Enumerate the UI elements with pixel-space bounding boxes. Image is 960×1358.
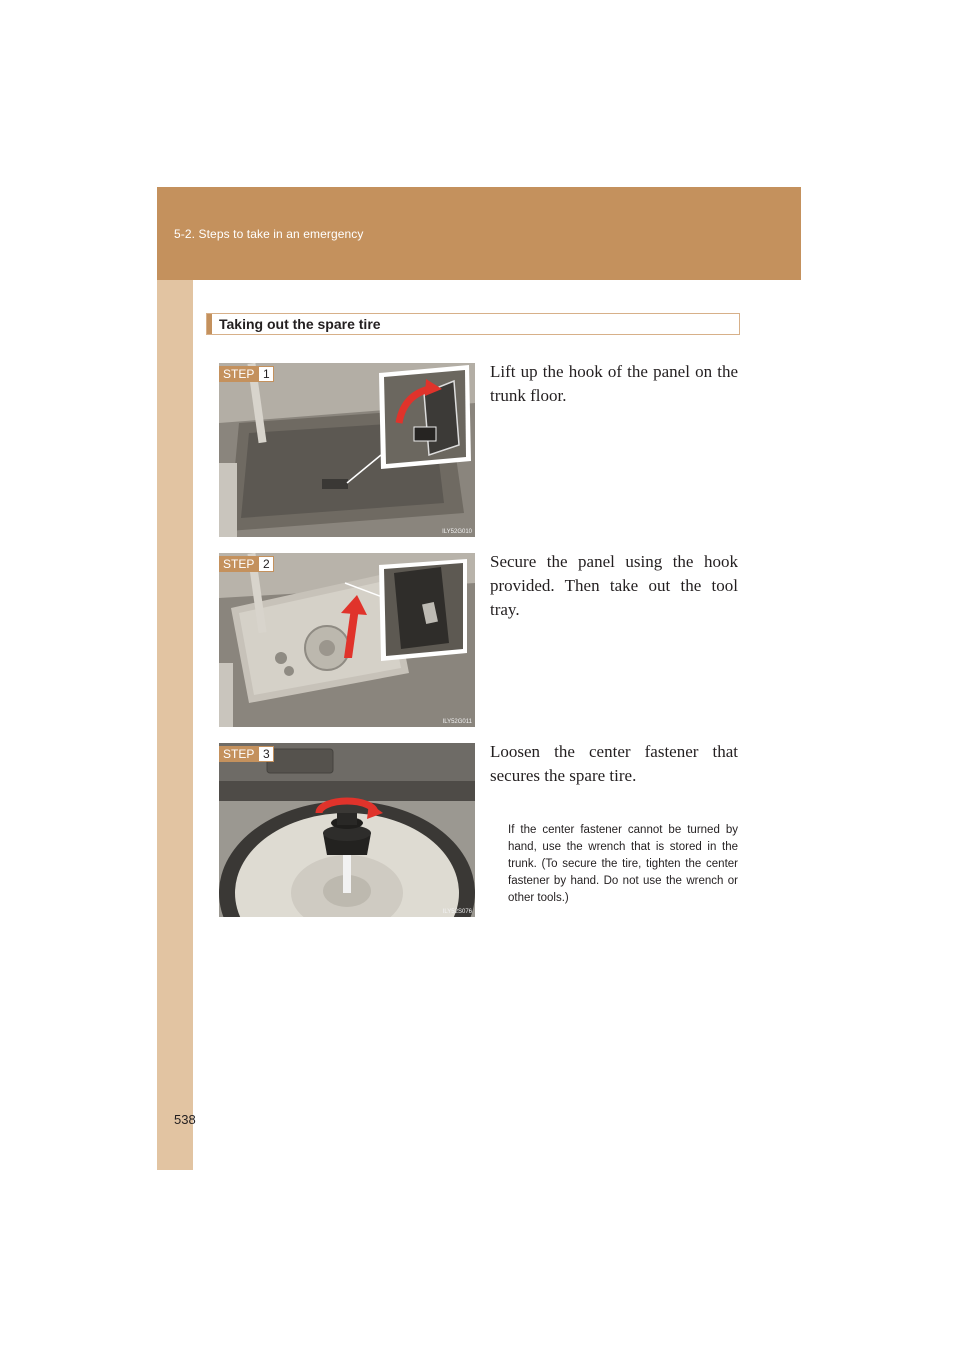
step-1-badge bbox=[219, 366, 274, 382]
step-number: 1 bbox=[258, 366, 274, 382]
step-number: 2 bbox=[258, 556, 274, 572]
step-3-badge bbox=[219, 746, 274, 762]
figure-code: ILY52G010 bbox=[442, 529, 472, 535]
step-1-text: Lift up the hook of the panel on the trunk floor. bbox=[490, 362, 738, 405]
subheading-marker bbox=[207, 314, 212, 334]
step-1-illustration bbox=[219, 363, 475, 537]
panel-secured-image bbox=[219, 553, 475, 727]
step-number: 3 bbox=[258, 746, 274, 762]
spare-tire-fastener-image bbox=[219, 743, 475, 917]
trunk-floor-hook-image bbox=[219, 363, 475, 537]
side-strip bbox=[157, 280, 193, 1170]
step-3-text: Loosen the center fastener that secures the spare tire. bbox=[490, 742, 738, 785]
step-label: STEP bbox=[219, 746, 258, 762]
step-label: STEP bbox=[219, 556, 258, 572]
figure-code: ILY52S076 bbox=[442, 909, 472, 915]
figure-code: ILY52G011 bbox=[442, 719, 472, 725]
section-label: 5-2. Steps to take in an emergency bbox=[174, 227, 364, 241]
page-number: 538 bbox=[174, 1112, 196, 1127]
step-3-note: If the center fastener cannot be turned by hand, use the wrench that is stored in the trunk. (To secure the tire, tighten the center fastener by hand. Do not use the wrench or other tools.) bbox=[508, 824, 738, 904]
step-2-illustration bbox=[219, 553, 475, 727]
subheading-title: Taking out the spare tire bbox=[219, 316, 381, 332]
step-2-badge bbox=[219, 556, 274, 572]
step-2-text: Secure the panel using the hook provided. Then take out the tool tray. bbox=[490, 552, 738, 619]
step-3-illustration bbox=[219, 743, 475, 917]
step-label: STEP bbox=[219, 366, 258, 382]
subheading bbox=[206, 313, 740, 335]
